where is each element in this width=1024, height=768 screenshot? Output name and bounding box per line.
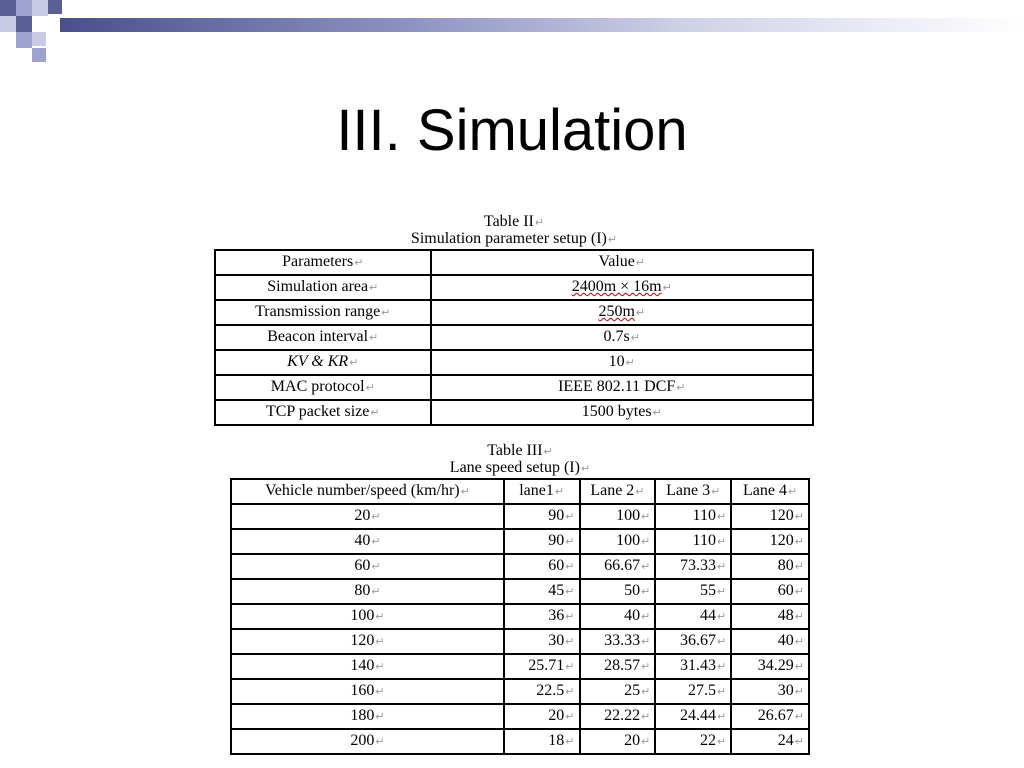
decor-square bbox=[16, 32, 32, 48]
table-cell: 26.67↵ bbox=[731, 704, 809, 729]
table-row bbox=[231, 729, 809, 754]
table-header-cell: lane1↵ bbox=[504, 479, 580, 504]
table-cell: 28.57↵ bbox=[580, 654, 656, 679]
table-cell: 40↵ bbox=[231, 529, 504, 554]
decor-square bbox=[32, 32, 46, 46]
table-cell: 24↵ bbox=[731, 729, 809, 754]
table-cell: 34.29↵ bbox=[731, 654, 809, 679]
table-row bbox=[231, 579, 809, 604]
table-cell: 40↵ bbox=[580, 604, 656, 629]
table-cell: 44↵ bbox=[655, 604, 731, 629]
table-header-row bbox=[231, 479, 809, 504]
table-cell: 60↵ bbox=[231, 554, 504, 579]
lane-speed-table bbox=[230, 478, 810, 755]
table-cell: 1500 bytes↵ bbox=[431, 400, 813, 425]
table-header-cell: Lane 4↵ bbox=[731, 479, 809, 504]
table-cell: 22.5↵ bbox=[504, 679, 580, 704]
table-cell: 20↵ bbox=[580, 729, 656, 754]
table-cell: 60↵ bbox=[731, 579, 809, 604]
table-cell: 27.5↵ bbox=[655, 679, 731, 704]
table-cell: 160↵ bbox=[231, 679, 504, 704]
table-cell: 110↵ bbox=[655, 504, 731, 529]
table-row bbox=[231, 679, 809, 704]
table-cell: KV & KR↵ bbox=[215, 350, 431, 375]
table-cell: IEEE 802.11 DCF↵ bbox=[431, 375, 813, 400]
table-row bbox=[215, 300, 813, 325]
table-cell: 36.67↵ bbox=[655, 629, 731, 654]
table2-caption: Table II↵ Simulation parameter setup (I)↵ bbox=[410, 213, 618, 247]
table-cell: 120↵ bbox=[731, 504, 809, 529]
table-cell: 110↵ bbox=[655, 529, 731, 554]
table-header-cell: Vehicle number/speed (km/hr)↵ bbox=[231, 479, 504, 504]
table-cell: 250m↵ bbox=[431, 300, 813, 325]
table-cell: 100↵ bbox=[580, 529, 656, 554]
table-cell: TCP packet size↵ bbox=[215, 400, 431, 425]
table-row bbox=[215, 350, 813, 375]
decor-square bbox=[0, 16, 16, 32]
table3-caption: Table III↵ Lane speed setup (I)↵ bbox=[449, 442, 591, 476]
table-cell: 120↵ bbox=[731, 529, 809, 554]
table-cell: 24.44↵ bbox=[655, 704, 731, 729]
table-header-row bbox=[215, 250, 813, 275]
table-cell: 100↵ bbox=[580, 504, 656, 529]
table-cell: 20↵ bbox=[231, 504, 504, 529]
table-cell: 180↵ bbox=[231, 704, 504, 729]
table-cell: Transmission range↵ bbox=[215, 300, 431, 325]
parameter-table bbox=[214, 249, 814, 426]
table-row bbox=[215, 325, 813, 350]
table-header-cell: Lane 3↵ bbox=[655, 479, 731, 504]
table-row bbox=[215, 400, 813, 425]
table-cell: 36↵ bbox=[504, 604, 580, 629]
table-cell: 22.22↵ bbox=[580, 704, 656, 729]
table-row bbox=[231, 629, 809, 654]
table-cell: 0.7s↵ bbox=[431, 325, 813, 350]
table2-caption-line1: Table II bbox=[483, 213, 534, 230]
table-cell: 55↵ bbox=[655, 579, 731, 604]
table-cell: 90↵ bbox=[504, 504, 580, 529]
decor-square bbox=[32, 48, 46, 62]
table-cell: 50↵ bbox=[580, 579, 656, 604]
table-row bbox=[215, 375, 813, 400]
table-cell: 120↵ bbox=[231, 629, 504, 654]
table-cell: 30↵ bbox=[731, 679, 809, 704]
table-cell: 30↵ bbox=[504, 629, 580, 654]
table-header-cell: Value↵ bbox=[431, 250, 813, 275]
table-cell: 22↵ bbox=[655, 729, 731, 754]
decor-square bbox=[0, 0, 16, 16]
table-cell: 90↵ bbox=[504, 529, 580, 554]
table-cell: 18↵ bbox=[504, 729, 580, 754]
table-cell: 140↵ bbox=[231, 654, 504, 679]
table-cell: 100↵ bbox=[231, 604, 504, 629]
table-header-cell: Parameters↵ bbox=[215, 250, 431, 275]
table-cell: 66.67↵ bbox=[580, 554, 656, 579]
table-cell: 40↵ bbox=[731, 629, 809, 654]
table-cell: 33.33↵ bbox=[580, 629, 656, 654]
table-cell: 31.43↵ bbox=[655, 654, 731, 679]
table2-caption-line2: Simulation parameter setup (I) bbox=[410, 230, 607, 247]
table-cell: MAC protocol↵ bbox=[215, 375, 431, 400]
decor-square bbox=[16, 16, 32, 32]
table-row bbox=[231, 504, 809, 529]
table-cell: 200↵ bbox=[231, 729, 504, 754]
table-row bbox=[231, 704, 809, 729]
table-cell: Simulation area↵ bbox=[215, 275, 431, 300]
table-row bbox=[231, 554, 809, 579]
table-cell: 25↵ bbox=[580, 679, 656, 704]
table-cell: 45↵ bbox=[504, 579, 580, 604]
table-cell: 2400m × 16m↵ bbox=[431, 275, 813, 300]
table3-caption-line2: Lane speed setup (I) bbox=[449, 459, 580, 476]
header-gradient-bar bbox=[60, 18, 1024, 32]
table-row bbox=[231, 529, 809, 554]
decor-square bbox=[32, 0, 48, 16]
decor-square bbox=[16, 0, 32, 16]
table-cell: 60↵ bbox=[504, 554, 580, 579]
table-cell: 80↵ bbox=[231, 579, 504, 604]
decor-square bbox=[48, 0, 62, 14]
table-cell: Beacon interval↵ bbox=[215, 325, 431, 350]
table-cell: 48↵ bbox=[731, 604, 809, 629]
slide-title: III. Simulation bbox=[336, 98, 688, 163]
table-cell: 80↵ bbox=[731, 554, 809, 579]
table-cell: 10↵ bbox=[431, 350, 813, 375]
table-row bbox=[215, 275, 813, 300]
table-cell: 20↵ bbox=[504, 704, 580, 729]
table-row bbox=[231, 604, 809, 629]
table-cell: 73.33↵ bbox=[655, 554, 731, 579]
table3-caption-line1: Table III bbox=[487, 442, 543, 459]
table-header-cell: Lane 2↵ bbox=[580, 479, 656, 504]
table-cell: 25.71↵ bbox=[504, 654, 580, 679]
table-row bbox=[231, 654, 809, 679]
